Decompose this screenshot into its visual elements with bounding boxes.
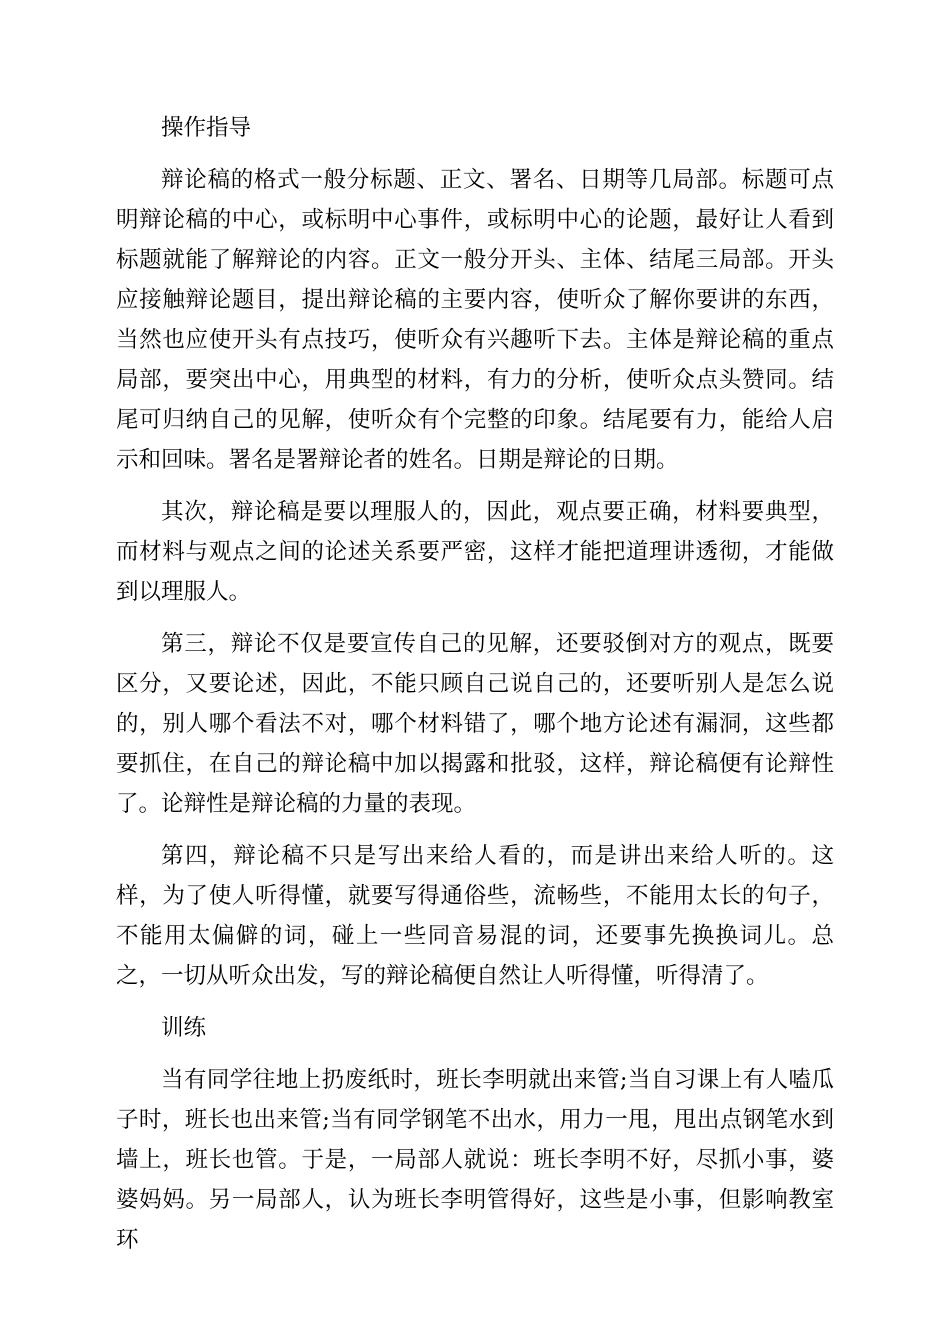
paragraph-fourth: 第四，辩论稿不只是写出来给人看的，而是讲出来给人听的。这样，为了使人听得懂，就要写得通俗些，流畅些，不能用太长的句子，不能用太偏僻的词，碰上一些同音易混的词，还要事先换换词儿。总之，一切从听众出发，写的辩论稿便自然让人听得懂，听得清了。	[116, 843, 834, 989]
paragraph-training: 当有同学往地上扔废纸时，班长李明就出来管;当自习课上有人嗑瓜子时，班长也出来管;当有同学钢笔不出水，用力一甩，甩出点钢笔水到墙上，班长也管。于是，一局部人就说：班长李明不好，尽抓小事，婆婆妈妈。另一局部人，认为班长李明管得好，这些是小事，但影响教室环	[116, 1067, 834, 1253]
section-heading-training: 训练	[161, 1015, 207, 1041]
paragraph-second: 其次，辩论稿是要以理服人的，因此，观点要正确，材料要典型，而材料与观点之间的论述关系要严密，这样才能把道理讲透彻，才能做到以理服人。	[116, 499, 834, 605]
document-page	[116, 108, 834, 1272]
paragraph-format: 辩论稿的格式一般分标题、正文、署名、日期等几局部。标题可点明辩论稿的中心，或标明中心事件，或标明中心的论题，最好让人看到标题就能了解辩论的内容。正文一般分开头、主体、结尾三局部。开头应接触辩论题目，提出辩论稿的主要内容，使听众了解你要讲的东西，当然也应使开头有点技巧，使听众有兴趣听下去。主体是辩论稿的重点局部，要突出中心，用典型的材料，有力的分析，使听众点头赞同。结尾可归纳自己的见解，使听众有个完整的印象。结尾要有力，能给人启示和回味。署名是署辩论者的姓名。日期是辩论的日期。	[116, 167, 834, 473]
section-heading-guide: 操作指导	[161, 115, 252, 141]
paragraph-third: 第三，辩论不仅是要宣传自己的见解，还要驳倒对方的观点，既要区分，又要论述，因此，不能只顾自己说自己的，还要听别人是怎么说的，别人哪个看法不对，哪个材料错了，哪个地方论述有漏洞，这些都要抓住，在自己的辩论稿中加以揭露和批驳，这样，辩论稿便有论辩性了。论辩性是辩论稿的力量的表现。	[116, 631, 834, 817]
